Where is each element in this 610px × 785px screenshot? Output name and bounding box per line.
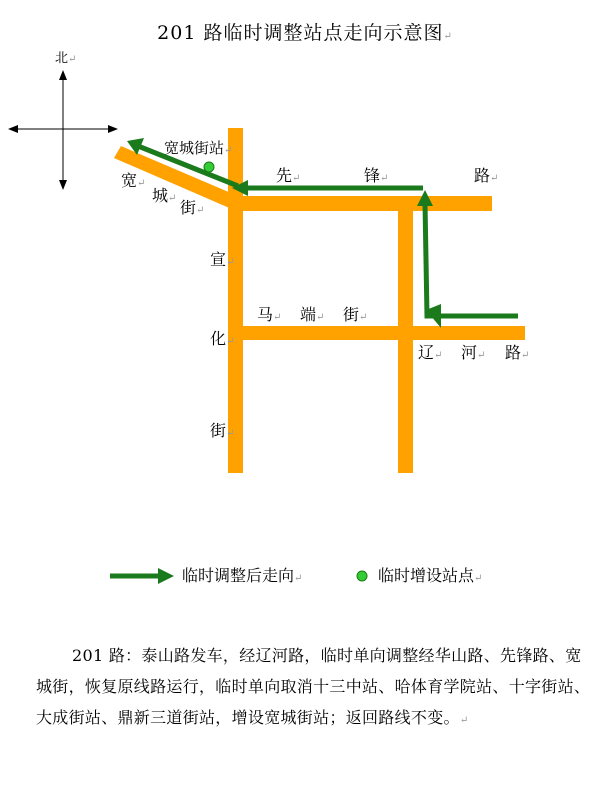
street-label-liaohe-2: 河↵: [461, 343, 486, 362]
compass: [8, 70, 118, 190]
legend-route-arrowhead: [158, 568, 174, 584]
page-title: 201 路临时调整站点走向示意图↵: [157, 22, 453, 44]
street-label-maduan-2: 端↵: [300, 305, 325, 324]
street-label-maduan-1: 马↵: [257, 305, 282, 324]
new-stop-label: 宽城街站↵: [164, 139, 233, 157]
compass-north-arrow: [59, 70, 67, 80]
street-label-kuancheng-1: 宽↵: [121, 171, 146, 190]
road-maduan-liaohe: [228, 326, 525, 340]
roads: [114, 128, 525, 473]
street-label-maduan-3: 街↵: [343, 305, 368, 324]
compass-east-arrow: [108, 125, 118, 133]
street-label-liaohe-3: 路↵: [505, 343, 530, 362]
street-label-kuancheng-2: 城↵: [152, 186, 177, 205]
legend-stop-label: 临时增设站点↵: [378, 566, 483, 585]
street-label-xianfeng-1: 先↵: [276, 166, 301, 185]
street-label-xuanhua-1: 宣↵: [210, 250, 235, 269]
street-label-xianfeng-2: 锋↵: [364, 166, 389, 185]
compass-north-label: 北↵: [55, 51, 77, 66]
legend-stop-marker: [357, 571, 367, 581]
street-label-liaohe-1: 辽↵: [418, 343, 443, 362]
compass-south-arrow: [59, 180, 67, 190]
new-stop-marker: [204, 162, 214, 172]
route-description: 201 路：泰山路发车，经辽河路，临时单向调整经华山路、先锋路、宽城街，恢复原线路运行，临时单向取消十三中站、哈体育学院站、十字街站、大成街站、鼎新三道街站，增设宽城街站；返回路线不变。↵: [36, 646, 591, 727]
street-label-xianfeng-3: 路↵: [474, 166, 499, 185]
temporary-route: [127, 138, 518, 328]
legend-route-label: 临时调整后走向↵: [182, 566, 303, 585]
route-segment-liaohe-north: [425, 203, 518, 316]
street-label-xuanhua-3: 街↵: [210, 421, 235, 440]
road-xianfeng-lu: [228, 196, 492, 211]
compass-west-arrow: [8, 125, 18, 133]
street-label-xuanhua-2: 化↵: [210, 329, 235, 348]
street-label-kuancheng-3: 街↵: [180, 198, 205, 217]
